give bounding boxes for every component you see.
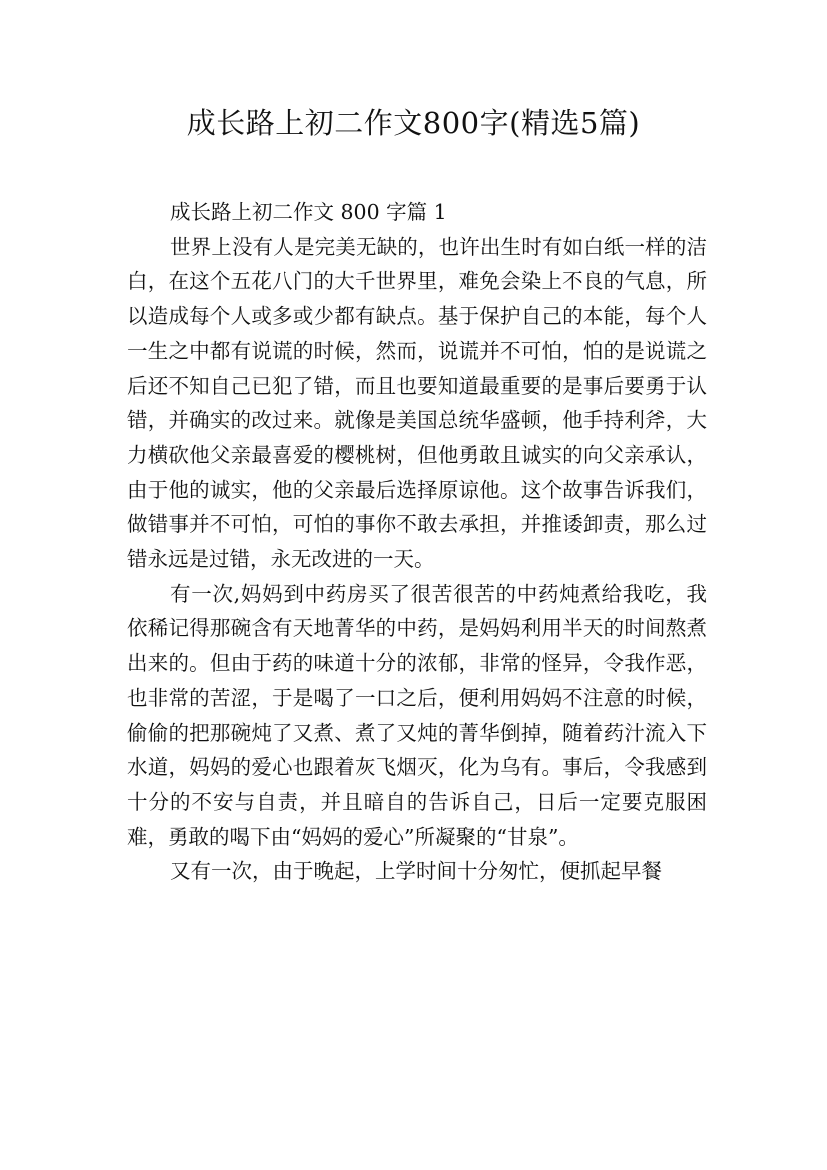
paragraph-3: 又有一次，由于晚起，上学时间十分匆忙，便抓起早餐	[170, 859, 662, 884]
document-body	[127, 195, 707, 889]
paragraph-1: 世界上没有人是完美无缺的，也许出生时有如白纸一样的洁白，在这个五花八门的大千世界里，难免会染上不良的气息，所以造成每个人或多或少都有缺点。基于保护自己的本能，每个人一生之中都有说谎的时候，然而，说谎并不可怕，怕的是说谎之后还不知自己已犯了错，而且也要知道最重要的是事后要勇于认错，并确实的改过来。就像是美国总统华盛顿，他手持利斧，大力横砍他父亲最喜爱的樱桃树，但他勇敢且诚实的向父亲承认，由于他的诚实，他的父亲最后选择原谅他。这个故事告诉我们，做错事并不可怕，可怕的事你不敢去承担，并推诿卸责，那么过错永远是过错，永无改进的一天。	[127, 234, 707, 572]
section-heading: 成长路上初二作文 800 字篇 1	[170, 200, 447, 224]
paragraph-2: 有一次,妈妈到中药房买了很苦很苦的中药炖煮给我吃，我依稀记得那碗含有天地菁华的中药，是妈妈利用半天的时间熬煮出来的。但由于药的味道十分的浓郁，非常的怪异，令我作恶，也非常的苦涩，于是喝了一口之后，便利用妈妈不注意的时候，偷偷的把那碗炖了又煮、煮了又炖的菁华倒掉，随着药汁流入下水道，妈妈的爱心也跟着灰飞烟灭，化为乌有。事后，令我感到十分的不安与自责，并且暗自的告诉自己，日后一定要克服困难，勇敢的喝下由“妈妈的爱心”所凝聚的“甘泉”。	[127, 581, 707, 849]
document-title: 成长路上初二作文800字(精选5篇)	[186, 106, 641, 140]
